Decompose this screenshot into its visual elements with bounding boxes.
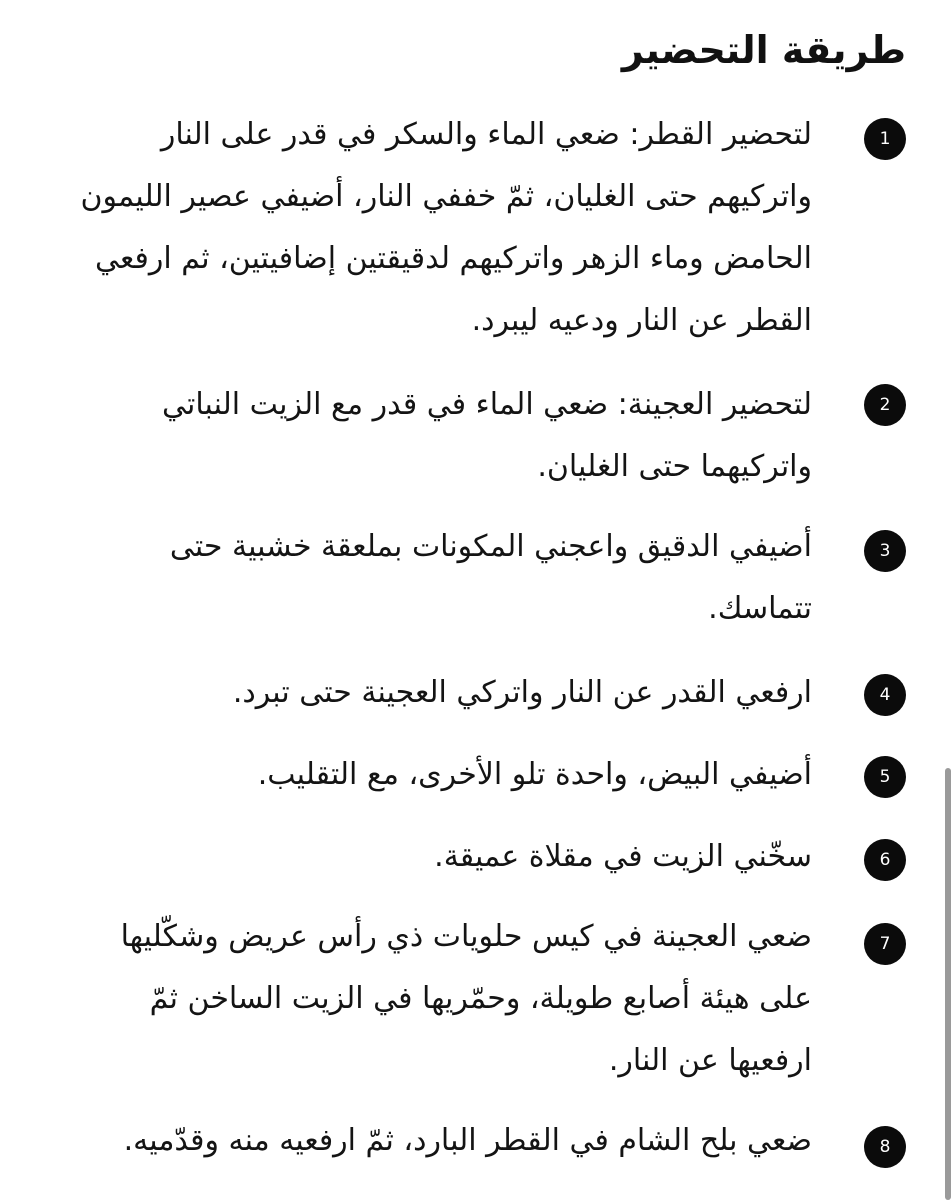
step-1 bbox=[60, 104, 906, 352]
step-3 bbox=[60, 516, 906, 640]
step-number-badge: 8 bbox=[864, 1126, 906, 1168]
step-text: لتحضير القطر: ضعي الماء والسكر في قدر على النار واتركيهم حتى الغليان، ثمّ خففي النار، أضيفي عصير الليمون الحامض وماء الزهر واتركيهم لدقيقتين إضافيتين، ثم ارفعي القطر عن النار ودعيه ليبرد. bbox=[80, 117, 812, 338]
step-2 bbox=[60, 374, 906, 498]
step-text: ضعي بلح الشام في القطر البارد، ثمّ ارفعيه منه وقدّميه. bbox=[123, 1123, 812, 1158]
step-number-badge: 5 bbox=[864, 756, 906, 798]
step-number-badge: 7 bbox=[864, 923, 906, 965]
step-text: لتحضير العجينة: ضعي الماء في قدر مع الزيت النباتي واتركيهما حتى الغليان. bbox=[162, 387, 812, 484]
step-4 bbox=[60, 662, 906, 724]
step-number-badge: 3 bbox=[864, 530, 906, 572]
step-number-badge: 1 bbox=[864, 118, 906, 160]
step-6 bbox=[60, 826, 906, 888]
step-text: ارفعي القدر عن النار واتركي العجينة حتى تبرد. bbox=[232, 675, 812, 710]
step-number-badge: 6 bbox=[864, 839, 906, 881]
scrollbar-thumb[interactable] bbox=[945, 768, 951, 1200]
step-text: أضيفي البيض، واحدة تلو الأخرى، مع التقليب. bbox=[257, 757, 812, 792]
step-8 bbox=[60, 1110, 906, 1172]
step-5 bbox=[60, 744, 906, 806]
step-text: سخّني الزيت في مقلاة عميقة. bbox=[434, 839, 812, 874]
vertical-scrollbar[interactable] bbox=[942, 0, 952, 1200]
step-text: أضيفي الدقيق واعجني المكونات بملعقة خشبية حتى تتماسك. bbox=[169, 529, 812, 626]
step-number-badge: 2 bbox=[864, 384, 906, 426]
step-text: ضعي العجينة في كيس حلويات ذي رأس عريض وشكّليها على هيئة أصابع طويلة، وحمّريها في الزيت الساخن ثمّ ارفعيها عن النار. bbox=[120, 919, 812, 1078]
step-7 bbox=[60, 906, 906, 1092]
step-number-badge: 4 bbox=[864, 674, 906, 716]
section-title: طريقة التحضير bbox=[621, 28, 906, 72]
